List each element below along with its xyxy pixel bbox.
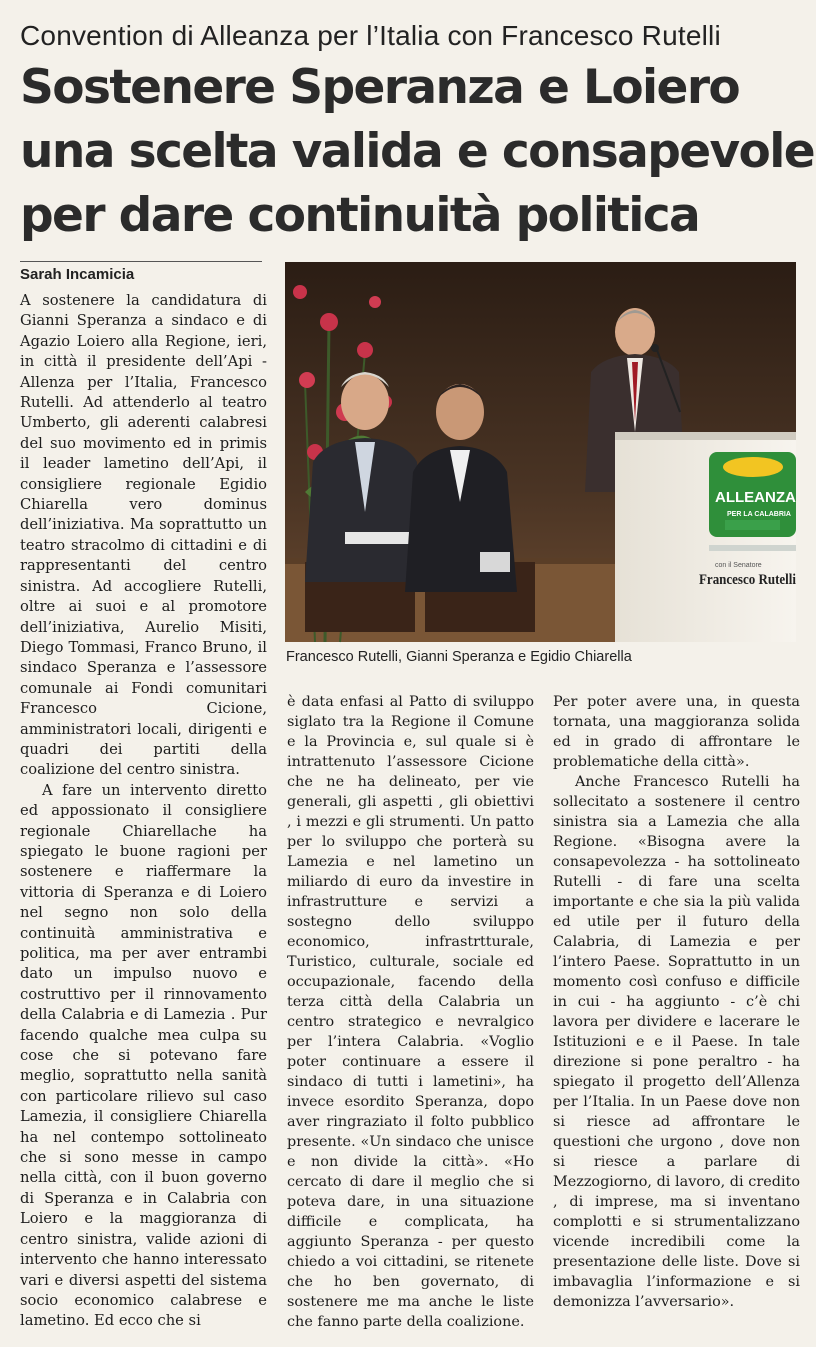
byline: Sarah Incamicia <box>20 266 135 283</box>
podium-name: Francesco Rutelli <box>699 572 796 588</box>
logo-text: ALLEANZA <box>715 489 796 506</box>
byline-rule <box>20 261 262 262</box>
paragraph: è data enfasi al Patto di sviluppo siglato tra la Regione il Comune e la Provincia e, sul quale si è intrattenuto l’assessore Cicione che ne ha delineato, per vie generali, gli aspetti , gli obiettivi , i mezzi e gli strumenti. Un patto per lo sviluppo che porterà su Lamezia e nel lametino un miliardo di euro da investire in infrastrutture e servizi a sostegno dello sviluppo economico, infrastrtturale, Turistico, culturale, sociale ed occupazionale, facendo della terza città della Calabria un centro strategico e nevralgico per l’intera Calabria. «Voglio poter continuare a essere il sindaco di tutti i lametini», ha invece esordito Speranza, dopo aver ringraziato il folto pubblico presente. «Un sindaco che unisce e non divide la città». «Ho cercato di dare il meglio che si poteva dare, in una situazione difficile e complicata, ha aggiunto Speranza - per questo chiedo a voi cittadini, se ritenete che ho ben governato, di sostenere me ma anche le liste che fanno parte della coalizione. <box>287 694 534 1330</box>
article-column-2 <box>287 692 534 1332</box>
headline-line-2: una scelta valida e consapevole <box>20 124 815 179</box>
article-photo <box>285 262 796 642</box>
logo-subtext: PER LA CALABRIA <box>727 511 791 518</box>
article-headline <box>20 56 815 248</box>
paragraph: A fare un intervento diretto ed appossionato il consigliere regionale Chiarellache ha spiegato le buone ragioni per sostenere e riaffermare la vittoria di Speranza e di Loiero nel segno non solo della continuità amministrativa e politica, ma per aver entrambi dato un impulso nuovo e costruttivo per il rinnovamento della Calabria e di Lamezia . Pur facendo qualche mea culpa su cose che si potevano fare meglio, soprattutto nella sanità con particolare rilievo sul caso Lamezia, il consigliere Chiarella ha nel contempo sottolineato che si sono messe in campo nella città, con il buon governo di Speranza e in Calabria con Loiero e la maggioranza di centro sinistra, valide azioni di intervento che hanno interessato vari e diversi aspetti del sistema socio economico calabrese e lametino. Ed ecco che si <box>20 781 267 1330</box>
headline-line-3: per dare continuità politica <box>20 188 700 243</box>
paragraph: Per poter avere una, in questa tornata, una maggioranza solida ed in grado di affrontare le problematiche della città». <box>553 694 800 770</box>
podium-name-small: con il Senatore <box>715 562 762 569</box>
paragraph: A sostenere la candidatura di Gianni Speranza a sindaco e di Agazio Loiero alla Regione, ieri, in città il presidente dell’Api - Allenza per l’Italia, Francesco Rutelli. Ad attenderlo al teatro Umberto, gli aderenti calabresi del suo movimento ed in primis il leader lametino dell’Api, il consigliere regionale Egidio Chiarella vero dominus dell’iniziativa. Ma soprattutto un teatro stracolmo di cittadini e di rappresentanti del centro sinistra. Ad accogliere Rutelli, oltre ai suoi e al promotore dell’iniziativa, Aurelio Misiti, Diego Tommasi, Franco Bruno, il sindaco Speranza e l’assessore comunale ai Fondi comunitari Francesco Cicione, amministratori locali, dirigenti e quadri dei partiti della coalizione del centro sinistra. <box>20 292 267 779</box>
photo-illustration <box>285 262 796 642</box>
article-kicker: Convention di Alleanza per l’Italia con Francesco Rutelli <box>20 20 721 51</box>
article-column-1 <box>20 291 267 1332</box>
article-column-3 <box>553 692 800 1312</box>
paragraph: Anche Francesco Rutelli ha sollecitato a sostenere il centro sinistra sia a Lamezia che alla Regione. «Bisogna avere la consapevolezza - ha sottolineato Rutelli - di fare una scelta importante e che sia la più valida ed utile per il futuro della Calabria, di Lamezia e per l’intero Paese. Soprattutto in un momento così confuso e difficile in cui - ha aggiunto - c’è chi lavora per dividere e lacerare le Istituzioni e e il Paese. In tale direzione si pone peraltro - ha spiegato il progetto dell’Allenza per l’Italia. In un Paese dove non si riesce ad affrontare le questioni che urgono , dove non si riesce a parlare di Mezzogiorno, di lavoro, di credito , di imprese, ma si inventano complotti e si strumentalizzano vicende incredibili come la presentazione delle liste. Dove si imbavaglia l’informazione e si demonizza l’avversario». <box>553 774 800 1310</box>
headline-line-1: Sostenere Speranza e Loiero <box>20 60 740 115</box>
photo-caption: Francesco Rutelli, Gianni Speranza e Egidio Chiarella <box>286 649 632 665</box>
podium <box>615 432 796 642</box>
